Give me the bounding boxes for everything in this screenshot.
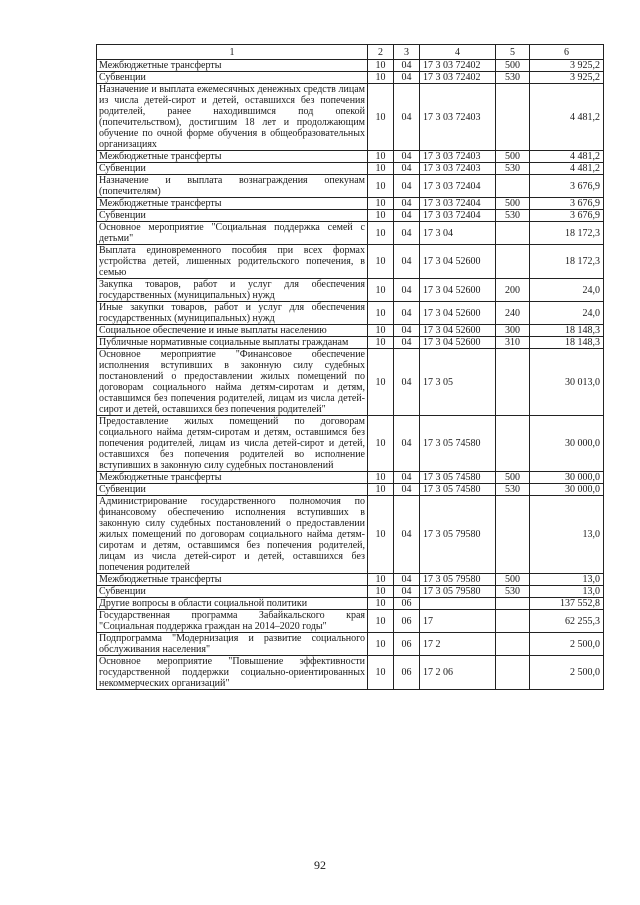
row-amount-cell: 3 676,9 <box>530 210 604 222</box>
row-expense-type-cell: 240 <box>496 302 530 325</box>
row-subsection-cell: 04 <box>394 151 420 163</box>
table-row <box>97 84 604 151</box>
header-cell-expense-type: 5 <box>496 45 530 60</box>
table-row <box>97 656 604 690</box>
row-amount-cell: 30 000,0 <box>530 472 604 484</box>
row-amount-cell: 2 500,0 <box>530 656 604 690</box>
row-name-cell: Государственная программа Забайкальского края "Социальная поддержка граждан на 2014–2020 годы" <box>97 610 368 633</box>
row-subsection-cell: 04 <box>394 472 420 484</box>
row-name-cell: Назначение и выплата ежемесячных денежных средств лицам из числа детей-сирот и детей, оставшихся без попечения родителей, ранее находившимся под опекой (попечительством), достигшим 18 лет и продолжающим обучение по очной форме обучения в общеобразовательных организациях <box>97 84 368 151</box>
row-section-cell: 10 <box>368 210 394 222</box>
row-target-article-cell: 17 3 03 72404 <box>420 198 496 210</box>
row-section-cell: 10 <box>368 198 394 210</box>
row-name-cell: Субвенции <box>97 72 368 84</box>
table-row <box>97 302 604 325</box>
row-name-cell: Подпрограмма "Модернизация и развитие социального обслуживания населения" <box>97 633 368 656</box>
row-target-article-cell: 17 3 03 72404 <box>420 175 496 198</box>
table-row <box>97 598 604 610</box>
table-row <box>97 472 604 484</box>
row-name-cell: Иные закупки товаров, работ и услуг для обеспечения государственных (муниципальных) нужд <box>97 302 368 325</box>
row-target-article-cell: 17 3 05 79580 <box>420 496 496 574</box>
row-expense-type-cell: 300 <box>496 325 530 337</box>
row-expense-type-cell <box>496 598 530 610</box>
table-row <box>97 484 604 496</box>
header-cell-subsection: 3 <box>394 45 420 60</box>
row-expense-type-cell: 530 <box>496 72 530 84</box>
row-amount-cell: 13,0 <box>530 496 604 574</box>
row-name-cell: Предоставление жилых помещений по договорам социального найма детям-сиротам и детям, оставшимся без попечения родителей, лицам из числа детей-сирот и детей, оставшихся без попечения родителей во исполнение вступивших в законную силу судебных постановлений <box>97 416 368 472</box>
row-section-cell: 10 <box>368 151 394 163</box>
row-target-article-cell: 17 3 04 <box>420 222 496 245</box>
header-cell-section: 2 <box>368 45 394 60</box>
row-amount-cell: 13,0 <box>530 574 604 586</box>
row-section-cell: 10 <box>368 349 394 416</box>
row-expense-type-cell: 530 <box>496 586 530 598</box>
row-name-cell: Выплата единовременного пособия при всех формах устройства детей, лишенных родительского попечения, в семью <box>97 245 368 279</box>
row-expense-type-cell <box>496 656 530 690</box>
row-subsection-cell: 04 <box>394 279 420 302</box>
row-amount-cell: 18 172,3 <box>530 222 604 245</box>
row-subsection-cell: 06 <box>394 633 420 656</box>
header-cell-target-article: 4 <box>420 45 496 60</box>
row-amount-cell: 4 481,2 <box>530 163 604 175</box>
row-target-article-cell: 17 3 04 52600 <box>420 302 496 325</box>
row-name-cell: Другие вопросы в области социальной политики <box>97 598 368 610</box>
row-target-article-cell: 17 3 04 52600 <box>420 279 496 302</box>
row-target-article-cell: 17 3 05 <box>420 349 496 416</box>
row-expense-type-cell <box>496 175 530 198</box>
row-amount-cell: 137 552,8 <box>530 598 604 610</box>
row-section-cell: 10 <box>368 175 394 198</box>
row-target-article-cell: 17 3 04 52600 <box>420 337 496 349</box>
row-name-cell: Администрирование государственного полномочия по финансовому обеспечению исполнения вступивших в законную силу судебных постановлений о предоставлении жилых помещений по договорам социального найма детям-сиротам и детям, оставшимся без попечения родителей, лицам из числа детей-сирот и детей, оставшихся без попечения родителей <box>97 496 368 574</box>
row-section-cell: 10 <box>368 416 394 472</box>
row-subsection-cell: 04 <box>394 416 420 472</box>
row-expense-type-cell <box>496 610 530 633</box>
table-body <box>97 60 604 690</box>
row-target-article-cell: 17 2 <box>420 633 496 656</box>
row-target-article-cell: 17 3 03 72402 <box>420 72 496 84</box>
table-row <box>97 325 604 337</box>
row-name-cell: Межбюджетные трансферты <box>97 151 368 163</box>
row-expense-type-cell <box>496 222 530 245</box>
row-section-cell: 10 <box>368 472 394 484</box>
table-row <box>97 349 604 416</box>
row-expense-type-cell <box>496 84 530 151</box>
row-amount-cell: 62 255,3 <box>530 610 604 633</box>
row-section-cell: 10 <box>368 279 394 302</box>
row-name-cell: Социальное обеспечение и иные выплаты населению <box>97 325 368 337</box>
row-amount-cell: 18 172,3 <box>530 245 604 279</box>
row-subsection-cell: 04 <box>394 574 420 586</box>
row-section-cell: 10 <box>368 574 394 586</box>
row-name-cell: Основное мероприятие "Повышение эффективности государственной поддержки социально-ориентированных некоммерческих организаций" <box>97 656 368 690</box>
row-subsection-cell: 04 <box>394 337 420 349</box>
row-expense-type-cell <box>496 633 530 656</box>
table-row <box>97 610 604 633</box>
table-row <box>97 496 604 574</box>
row-section-cell: 10 <box>368 302 394 325</box>
row-section-cell: 10 <box>368 496 394 574</box>
row-expense-type-cell <box>496 416 530 472</box>
row-expense-type-cell: 500 <box>496 151 530 163</box>
row-subsection-cell: 04 <box>394 496 420 574</box>
row-amount-cell: 30 000,0 <box>530 484 604 496</box>
row-subsection-cell: 06 <box>394 610 420 633</box>
table-row <box>97 210 604 222</box>
row-subsection-cell: 04 <box>394 302 420 325</box>
table-row <box>97 198 604 210</box>
row-subsection-cell: 04 <box>394 198 420 210</box>
row-expense-type-cell <box>496 349 530 416</box>
row-target-article-cell: 17 3 05 79580 <box>420 586 496 598</box>
row-expense-type-cell: 200 <box>496 279 530 302</box>
row-expense-type-cell: 500 <box>496 60 530 72</box>
row-target-article-cell: 17 3 04 52600 <box>420 245 496 279</box>
row-subsection-cell: 04 <box>394 175 420 198</box>
row-name-cell: Основное мероприятие "Социальная поддержка семей с детьми" <box>97 222 368 245</box>
row-target-article-cell: 17 3 03 72402 <box>420 60 496 72</box>
table-row <box>97 163 604 175</box>
row-section-cell: 10 <box>368 72 394 84</box>
row-expense-type-cell: 500 <box>496 574 530 586</box>
table-row <box>97 279 604 302</box>
row-section-cell: 10 <box>368 84 394 151</box>
row-expense-type-cell: 530 <box>496 163 530 175</box>
row-subsection-cell: 04 <box>394 60 420 72</box>
row-name-cell: Субвенции <box>97 484 368 496</box>
table-row <box>97 60 604 72</box>
row-target-article-cell <box>420 598 496 610</box>
row-expense-type-cell: 310 <box>496 337 530 349</box>
row-expense-type-cell <box>496 245 530 279</box>
row-name-cell: Субвенции <box>97 586 368 598</box>
row-amount-cell: 4 481,2 <box>530 84 604 151</box>
row-name-cell: Межбюджетные трансферты <box>97 198 368 210</box>
row-target-article-cell: 17 3 03 72403 <box>420 84 496 151</box>
table-row <box>97 633 604 656</box>
row-target-article-cell: 17 2 06 <box>420 656 496 690</box>
row-subsection-cell: 04 <box>394 163 420 175</box>
row-target-article-cell: 17 3 05 74580 <box>420 472 496 484</box>
row-name-cell: Закупка товаров, работ и услуг для обеспечения государственных (муниципальных) нужд <box>97 279 368 302</box>
row-target-article-cell: 17 3 03 72403 <box>420 163 496 175</box>
row-amount-cell: 18 148,3 <box>530 325 604 337</box>
row-name-cell: Межбюджетные трансферты <box>97 60 368 72</box>
row-target-article-cell: 17 3 03 72403 <box>420 151 496 163</box>
table-row <box>97 72 604 84</box>
table-row <box>97 245 604 279</box>
table-row <box>97 151 604 163</box>
row-subsection-cell: 04 <box>394 586 420 598</box>
row-name-cell: Межбюджетные трансферты <box>97 574 368 586</box>
row-expense-type-cell: 530 <box>496 484 530 496</box>
row-section-cell: 10 <box>368 222 394 245</box>
row-amount-cell: 13,0 <box>530 586 604 598</box>
row-subsection-cell: 04 <box>394 84 420 151</box>
table-row <box>97 416 604 472</box>
row-section-cell: 10 <box>368 586 394 598</box>
table-row <box>97 337 604 349</box>
row-amount-cell: 30 013,0 <box>530 349 604 416</box>
row-section-cell: 10 <box>368 325 394 337</box>
row-subsection-cell: 04 <box>394 72 420 84</box>
row-subsection-cell: 06 <box>394 598 420 610</box>
row-expense-type-cell: 500 <box>496 472 530 484</box>
table-row <box>97 222 604 245</box>
row-amount-cell: 4 481,2 <box>530 151 604 163</box>
row-amount-cell: 24,0 <box>530 279 604 302</box>
row-amount-cell: 24,0 <box>530 302 604 325</box>
header-cell-amount: 6 <box>530 45 604 60</box>
header-cell-name: 1 <box>97 45 368 60</box>
row-amount-cell: 2 500,0 <box>530 633 604 656</box>
row-subsection-cell: 04 <box>394 484 420 496</box>
row-target-article-cell: 17 3 04 52600 <box>420 325 496 337</box>
row-subsection-cell: 04 <box>394 325 420 337</box>
row-name-cell: Субвенции <box>97 210 368 222</box>
row-section-cell: 10 <box>368 163 394 175</box>
row-name-cell: Межбюджетные трансферты <box>97 472 368 484</box>
table-row <box>97 175 604 198</box>
row-name-cell: Основное мероприятие "Финансовое обеспечение исполнения вступивших в законную силу судебных постановлений о предоставлении жилых помещений по договорам социального найма детям-сиротам и детям, оставшимся без попечения родителей, лицам из числа детей-сирот и детей, оставшихся без попечения родителей" <box>97 349 368 416</box>
row-target-article-cell: 17 3 05 74580 <box>420 484 496 496</box>
row-subsection-cell: 06 <box>394 656 420 690</box>
row-section-cell: 10 <box>368 610 394 633</box>
row-target-article-cell: 17 3 03 72404 <box>420 210 496 222</box>
row-target-article-cell: 17 <box>420 610 496 633</box>
row-subsection-cell: 04 <box>394 349 420 416</box>
table-row <box>97 586 604 598</box>
row-section-cell: 10 <box>368 60 394 72</box>
row-name-cell: Публичные нормативные социальные выплаты гражданам <box>97 337 368 349</box>
table-row <box>97 574 604 586</box>
row-target-article-cell: 17 3 05 79580 <box>420 574 496 586</box>
page-number: 92 <box>314 858 326 872</box>
row-target-article-cell: 17 3 05 74580 <box>420 416 496 472</box>
row-name-cell: Субвенции <box>97 163 368 175</box>
row-subsection-cell: 04 <box>394 245 420 279</box>
row-expense-type-cell: 530 <box>496 210 530 222</box>
row-section-cell: 10 <box>368 598 394 610</box>
row-amount-cell: 3 925,2 <box>530 60 604 72</box>
row-expense-type-cell <box>496 496 530 574</box>
row-subsection-cell: 04 <box>394 210 420 222</box>
row-amount-cell: 3 676,9 <box>530 198 604 210</box>
row-section-cell: 10 <box>368 245 394 279</box>
row-expense-type-cell: 500 <box>496 198 530 210</box>
row-section-cell: 10 <box>368 656 394 690</box>
row-amount-cell: 18 148,3 <box>530 337 604 349</box>
row-name-cell: Назначение и выплата вознаграждения опекунам (попечителям) <box>97 175 368 198</box>
row-subsection-cell: 04 <box>394 222 420 245</box>
row-section-cell: 10 <box>368 633 394 656</box>
row-section-cell: 10 <box>368 484 394 496</box>
table-header-row <box>97 45 604 60</box>
budget-table <box>96 44 604 690</box>
row-amount-cell: 3 925,2 <box>530 72 604 84</box>
row-amount-cell: 3 676,9 <box>530 175 604 198</box>
row-section-cell: 10 <box>368 337 394 349</box>
row-amount-cell: 30 000,0 <box>530 416 604 472</box>
